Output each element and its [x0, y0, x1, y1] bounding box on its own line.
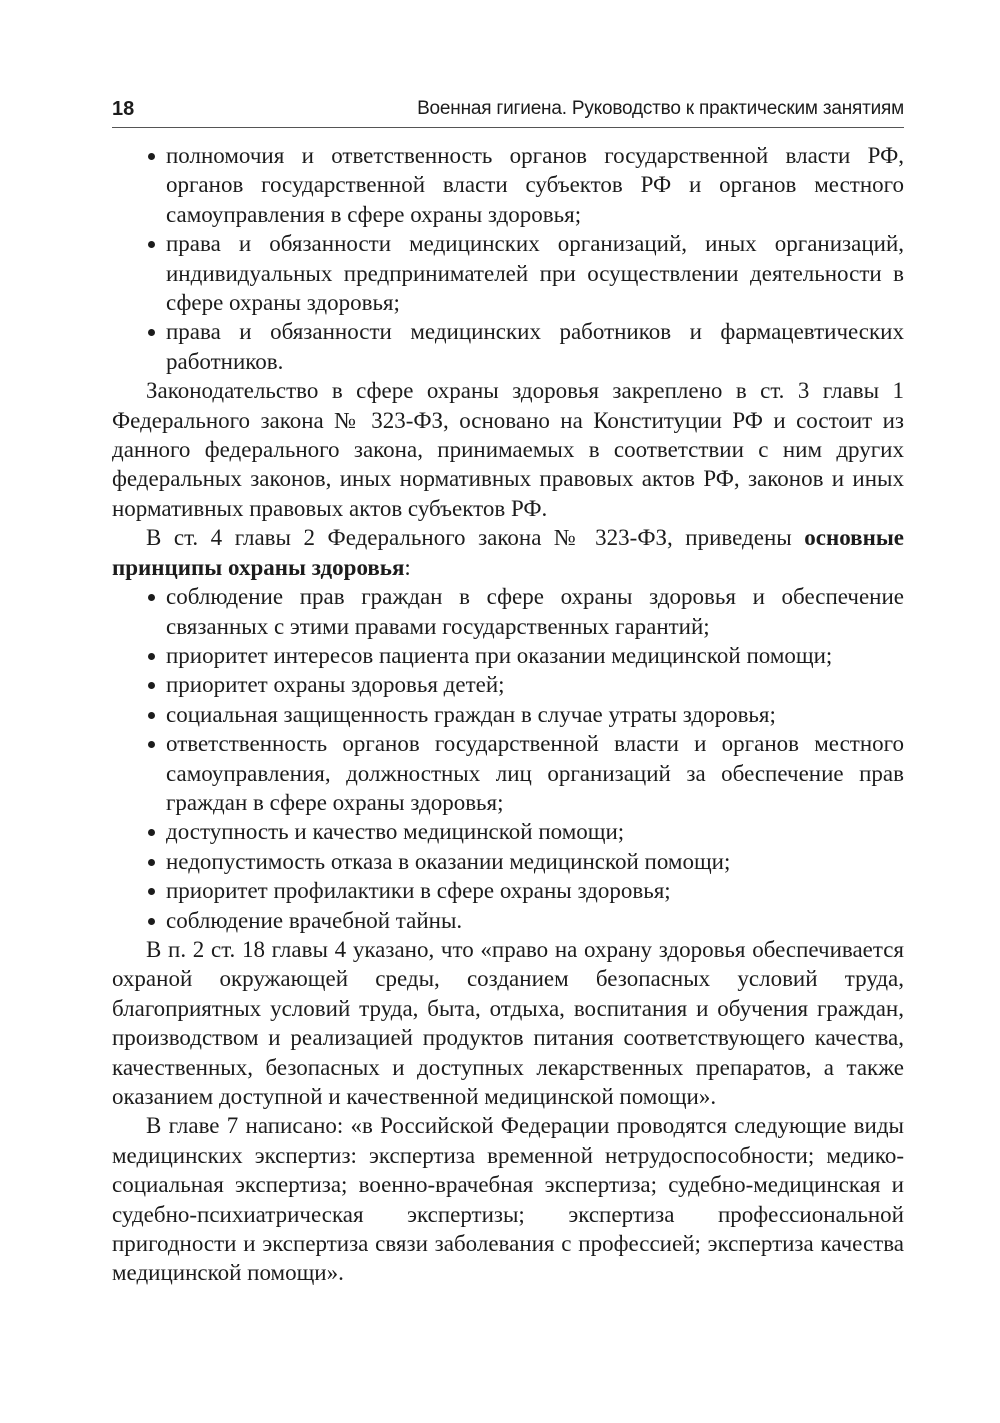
bullet-icon — [148, 712, 155, 719]
bullet-icon — [148, 741, 155, 748]
bullet-icon — [148, 653, 155, 660]
list-item — [112, 229, 904, 317]
page-body — [112, 141, 904, 1288]
list-item-text: права и обязанности медицинских работников и фармацевтических работников. — [166, 319, 904, 374]
list-item-text: соблюдение прав граждан в сфере охраны здоровья и обеспечение связанных с этими правами государственных гарантий; — [166, 584, 904, 639]
book-page — [112, 96, 904, 1288]
bullet-icon — [148, 153, 155, 160]
bullet-icon — [148, 241, 155, 248]
list-item-text: права и обязанности медицинских организаций, иных организаций, индивидуальных предпринимателей при осуществлении деятельности в сфере охраны здоровья; — [166, 231, 904, 316]
list-item-text: приоритет интересов пациента при оказании медицинской помощи; — [166, 642, 833, 668]
list-item — [112, 141, 904, 229]
responsibilities-list — [112, 141, 904, 376]
list-item-text: соблюдение врачебной тайны. — [166, 907, 463, 933]
list-item — [112, 817, 904, 846]
bullet-icon — [148, 829, 155, 836]
list-item — [112, 906, 904, 935]
bullet-icon — [148, 682, 155, 689]
list-item-text: недопустимость отказа в оказании медицинской помощи; — [166, 848, 731, 874]
list-item-text: доступность и качество медицинской помощи; — [166, 819, 625, 845]
paragraph-expertise: В главе 7 написано: «в Российской Федерации проводятся следующие виды медицинских экспертиз: экспертиза временной нетрудоспособности; медико-социальная экспертиза; военно-врачебная экспертиза; судебно-медицинская и судебно-психиатрическая экспертизы; экспертиза профессиональной пригодности и экспертиза связи заболевания с профессией; экспертиза качества медицинской помощи». — [112, 1113, 904, 1286]
list-item — [112, 876, 904, 905]
list-item — [112, 317, 904, 376]
bullet-icon — [148, 594, 155, 601]
list-item — [112, 582, 904, 641]
list-item — [112, 641, 904, 670]
bullet-icon — [148, 329, 155, 336]
list-item — [112, 729, 904, 817]
list-item — [112, 670, 904, 699]
list-item-text: полномочия и ответственность органов государственной власти РФ, органов государственной власти субъектов РФ и органов местного самоуправления в сфере охраны здоровья; — [166, 143, 904, 227]
list-item — [112, 847, 904, 876]
bullet-icon — [148, 918, 155, 925]
page-number: 18 — [112, 98, 135, 120]
principles-list — [112, 582, 904, 935]
principles-intro-lead: В ст. 4 главы 2 Федерального закона № 323-ФЗ, приведены — [146, 525, 805, 551]
principles-heading: основные принципы охраны здоровья — [112, 525, 904, 580]
paragraph-legislation: Законодательство в сфере охраны здоровья закреплено в ст. 3 главы 1 Федерального закона № 323-ФЗ, основано на Конституции РФ и состоит из данного федерального закона, принимаемых в соответствии с ним других федеральных законов, иных нормативных правовых актов РФ, законов и иных нормативных правовых актов субъектов РФ. — [112, 378, 904, 521]
bullet-icon — [148, 888, 155, 895]
list-item-text: приоритет профилактики в сфере охраны здоровья; — [166, 878, 671, 904]
bullet-icon — [148, 859, 155, 866]
paragraph-right-to-health: В п. 2 ст. 18 главы 4 указано, что «право на охрану здоровья обеспечивается охраной окружающей среды, созданием безопасных условий труда, благоприятных условий труда, быта, отдыха, воспитания и обучения граждан, производством и реализацией продуктов питания соответствующего качества, качественных, безопасных и доступных лекарственных препаратов, а также оказанием доступной и качественной медицинской помощи». — [112, 936, 904, 1109]
list-item-text: ответственность органов государственной власти и органов местного самоуправления, должностных лиц организаций за обеспечение прав граждан в сфере охраны здоровья; — [166, 731, 904, 815]
principles-intro-tail: : — [404, 554, 411, 580]
list-item — [112, 700, 904, 729]
book-title: Военная гигиена. Руководство к практическим занятиям — [417, 98, 904, 119]
paragraph-principles-intro — [112, 523, 904, 582]
list-item-text: приоритет охраны здоровья детей; — [166, 672, 505, 698]
running-head — [112, 96, 904, 128]
list-item-text: социальная защищенность граждан в случае утраты здоровья; — [166, 701, 776, 727]
